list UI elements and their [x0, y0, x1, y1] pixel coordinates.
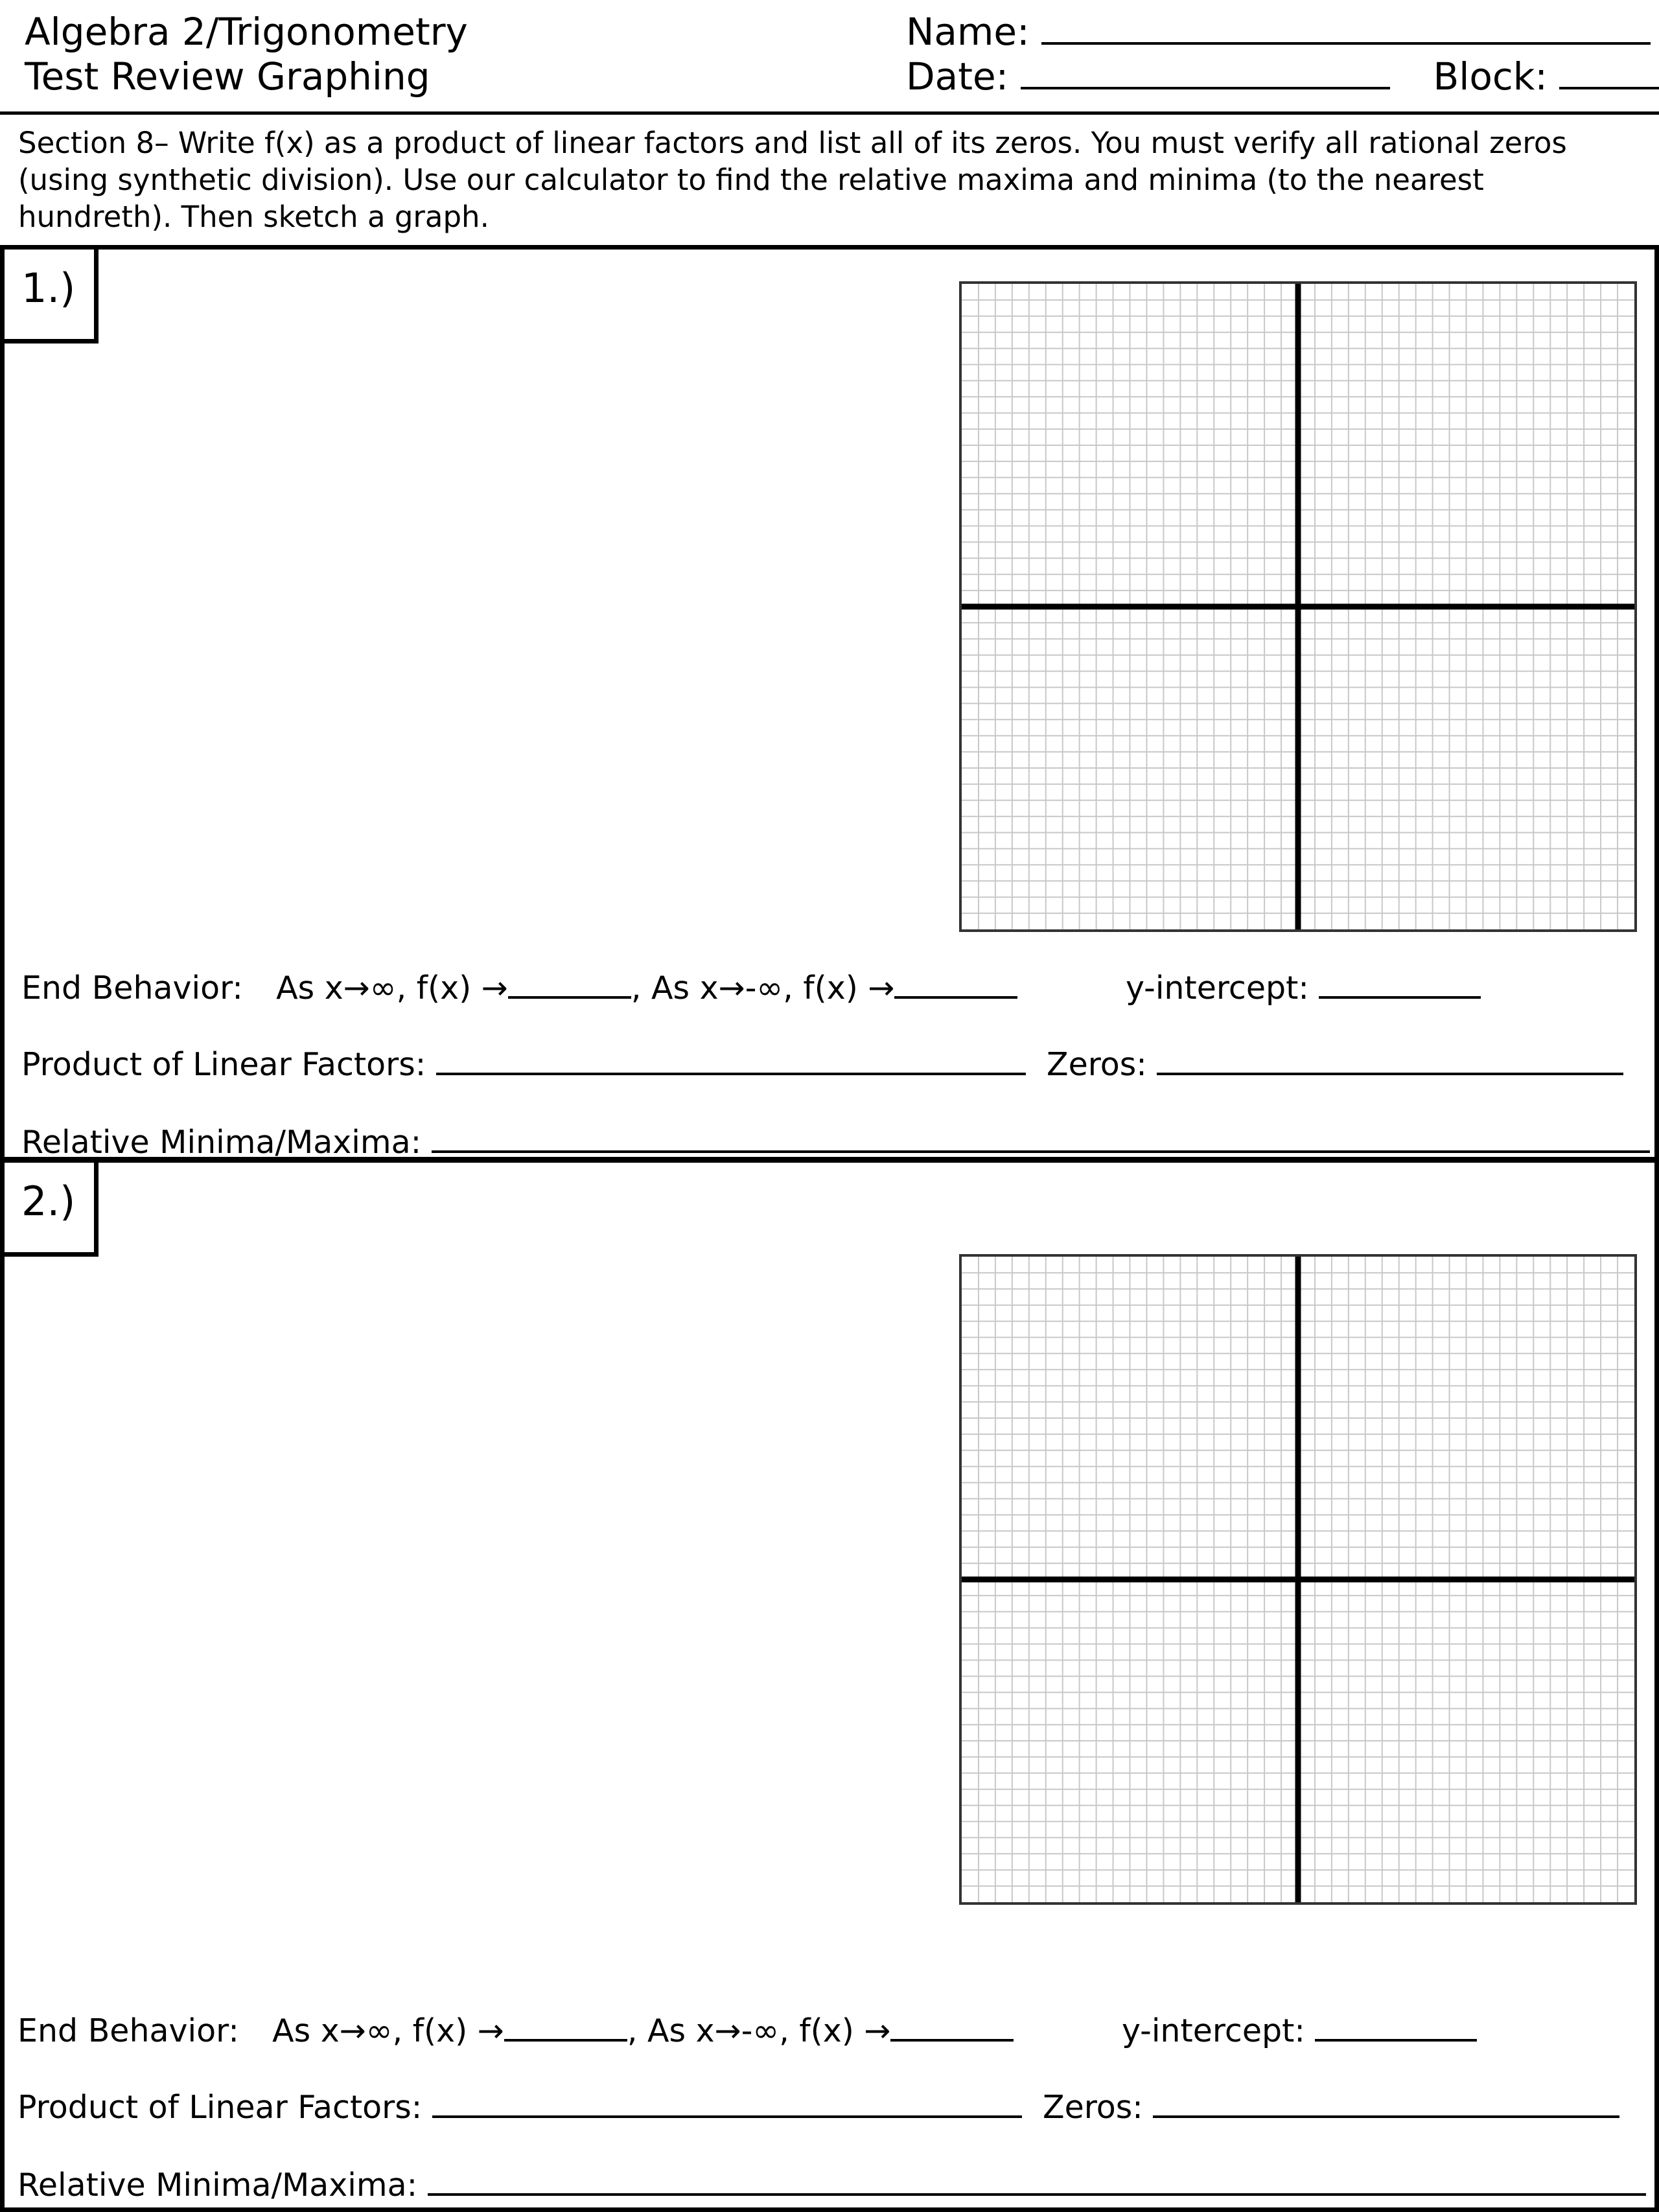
- end-behavior-neg-inf: , As x→-∞, f(x) →: [631, 970, 895, 1007]
- end-behavior-row-2: [17, 2010, 1014, 2051]
- block-blank[interactable]: [1559, 58, 1659, 89]
- header-divider: [0, 111, 1659, 115]
- zeros-row-1: [1047, 1044, 1623, 1084]
- name-label: Name:: [906, 10, 1030, 54]
- grid-2-lines: [962, 1257, 1634, 1902]
- date-blank[interactable]: [1021, 58, 1390, 89]
- product-row-2: [17, 2087, 1022, 2127]
- zeros-label: Zeros:: [1043, 2089, 1143, 2126]
- y-intercept-blank[interactable]: [1319, 968, 1481, 999]
- y-intercept-label: y-intercept:: [1126, 970, 1309, 1007]
- product-label: Product of Linear Factors:: [21, 1046, 426, 1083]
- problem-1-number: 1.): [5, 250, 99, 343]
- date-label: Date:: [906, 54, 1009, 99]
- end-behavior-neg-inf: , As x→-∞, f(x) →: [627, 2012, 891, 2049]
- end-behavior-label: End Behavior:: [17, 2012, 239, 2049]
- block-label: Block:: [1433, 54, 1548, 99]
- zeros-blank[interactable]: [1153, 2087, 1619, 2118]
- end-behavior-pos-blank[interactable]: [508, 968, 631, 999]
- problem-1-box: [0, 245, 1659, 1161]
- end-behavior-pos-inf: As x→∞, f(x) →: [272, 2012, 504, 2049]
- end-behavior-pos-inf: As x→∞, f(x) →: [276, 970, 508, 1007]
- end-behavior-pos-blank[interactable]: [504, 2010, 627, 2042]
- end-behavior-row-1: [21, 968, 1017, 1008]
- y-intercept-row-2: [1122, 2010, 1477, 2051]
- y-intercept-blank[interactable]: [1315, 2010, 1477, 2042]
- product-label: Product of Linear Factors:: [17, 2089, 423, 2126]
- course-title: Algebra 2/Trigonometry: [25, 10, 468, 54]
- problem-2-number: 2.): [5, 1163, 99, 1257]
- zeros-label: Zeros:: [1047, 1046, 1147, 1083]
- coordinate-grid-1[interactable]: [959, 281, 1637, 932]
- relative-label: Relative Minima/Maxima:: [21, 1124, 422, 1161]
- relative-row-2: [17, 2165, 1646, 2205]
- section-instructions: Section 8– Write f(x) as a product of linear factors and list all of its zeros. You must verify all rational zeros (using synthetic division). Use our calculator to find the relative maxima and minima (to the nearest hundreth). Then sketch a graph.: [18, 126, 1567, 234]
- name-field-row: [906, 9, 1651, 54]
- grid-1-lines: [962, 284, 1634, 929]
- relative-blank[interactable]: [428, 2165, 1646, 2196]
- problem-2-box: [0, 1158, 1659, 2212]
- relative-blank[interactable]: [432, 1122, 1650, 1153]
- product-row-1: [21, 1044, 1026, 1084]
- name-blank[interactable]: [1041, 14, 1651, 45]
- zeros-row-2: [1043, 2087, 1619, 2127]
- y-intercept-row-1: [1126, 968, 1481, 1008]
- relative-row-1: [21, 1122, 1650, 1162]
- product-blank[interactable]: [432, 2087, 1022, 2118]
- end-behavior-neg-blank[interactable]: [890, 2010, 1014, 2042]
- y-intercept-label: y-intercept:: [1122, 2012, 1305, 2049]
- coordinate-grid-2[interactable]: [959, 1254, 1637, 1905]
- zeros-blank[interactable]: [1157, 1044, 1623, 1075]
- end-behavior-neg-blank[interactable]: [894, 968, 1017, 999]
- relative-label: Relative Minima/Maxima:: [17, 2167, 418, 2204]
- product-blank[interactable]: [436, 1044, 1026, 1075]
- date-block-row: [906, 54, 1659, 99]
- end-behavior-label: End Behavior:: [21, 970, 243, 1007]
- worksheet-subtitle: Test Review Graphing: [25, 54, 430, 99]
